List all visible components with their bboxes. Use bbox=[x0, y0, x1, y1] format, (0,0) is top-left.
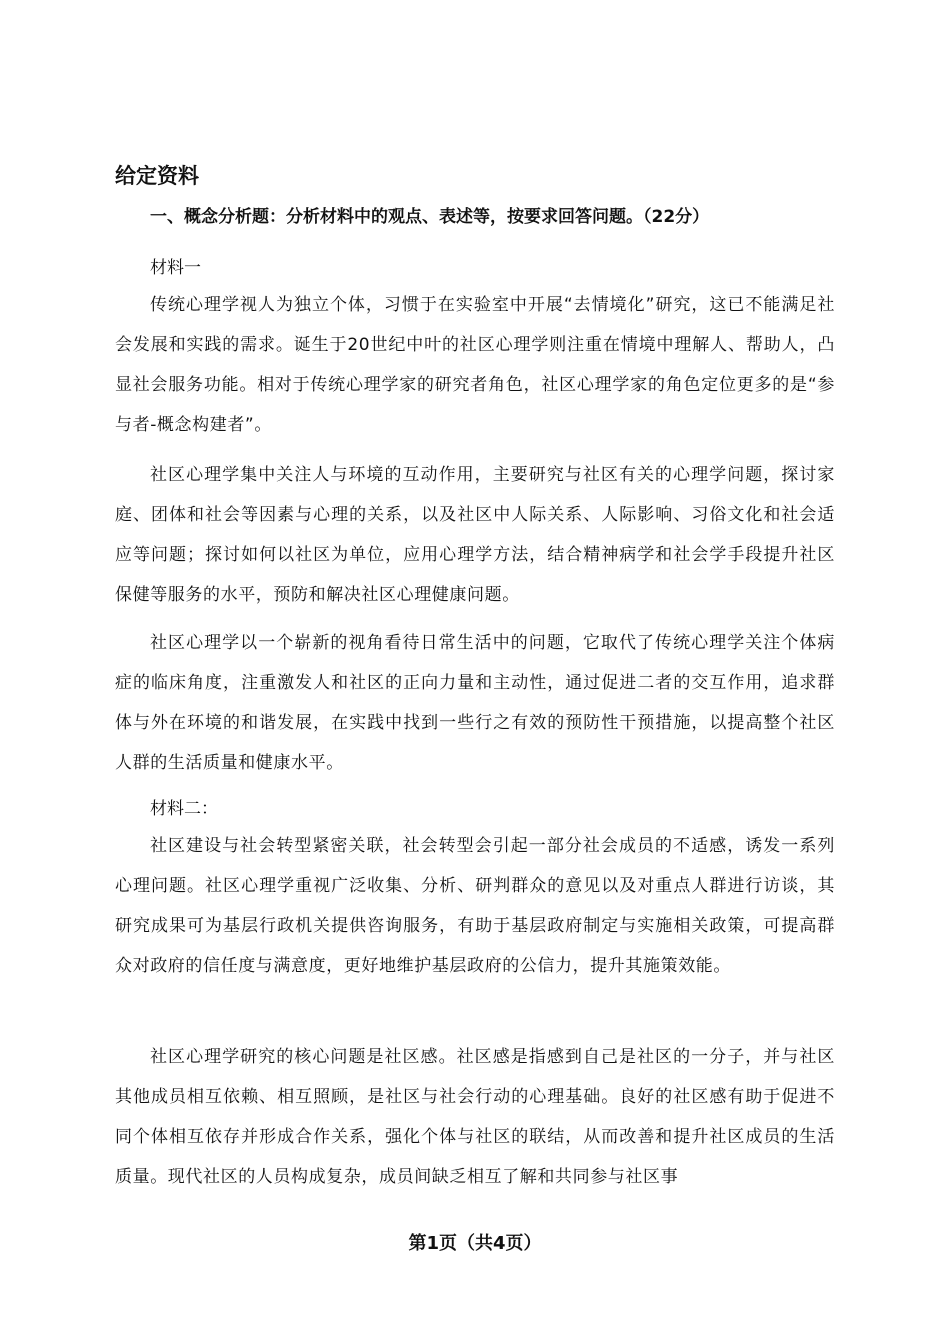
material-one-paragraph-3: 社区心理学以一个崭新的视角看待日常生活中的问题，它取代了传统心理学关注个体病症的临床角度，注重激发人和社区的正向力量和主动性，通过促进二者的交互作用，追求群体与外在环境的和谐发展，在实践中找到一些行之有效的预防性干预措施，以提高整个社区人群的生活质量和健康水平。 bbox=[115, 633, 835, 773]
material-two-label: 材料二： bbox=[150, 799, 218, 819]
question-heading: 一、概念分析题：分析材料中的观点、表述等，按要求回答问题。（22分） bbox=[150, 207, 710, 227]
material-two-paragraph-2: 社区心理学研究的核心问题是社区感。社区感是指感到自己是社区的一分子，并与社区其他成员相互依赖、相互照顾，是社区与社会行动的心理基础。良好的社区感有助于促进不同个体相互依存并形成合作关系，强化个体与社区的联结，从而改善和提升社区成员的生活质量。现代社区的人员构成复杂，成员间缺乏相互了解和共同参与社区事 bbox=[115, 1047, 835, 1187]
material-one-label: 材料一 bbox=[150, 258, 201, 278]
material-two-paragraph-1: 社区建设与社会转型紧密关联，社会转型会引起一部分社会成员的不适感，诱发一系列心理问题。社区心理学重视广泛收集、分析、研判群众的意见以及对重点人群进行访谈，其研究成果可为基层行政机关提供咨询服务，有助于基层政府制定与实施相关政策，可提高群众对政府的信任度与满意度，更好地维护基层政府的公信力，提升其施策效能。 bbox=[115, 836, 835, 976]
material-one-paragraph-1: 传统心理学视人为独立个体，习惯于在实验室中开展“去情境化”研究，这已不能满足社会发展和实践的需求。诞生于20世纪中叶的社区心理学则注重在情境中理解人、帮助人，凸显社会服务功能。相对于传统心理学家的研究者角色，社区心理学家的角色定位更多的是“参与者-概念构建者”。 bbox=[115, 295, 835, 435]
section-title: 给定资料 bbox=[115, 164, 199, 188]
material-one-paragraph-2: 社区心理学集中关注人与环境的互动作用，主要研究与社区有关的心理学问题，探讨家庭、团体和社会等因素与心理的关系，以及社区中人际关系、人际影响、习俗文化和社会适应等问题；探讨如何以社区为单位，应用心理学方法，结合精神病学和社会学手段提升社区保健等服务的水平，预防和解决社区心理健康问题。 bbox=[115, 465, 835, 605]
page-footer: 第1页（共4页） bbox=[408, 1233, 542, 1254]
